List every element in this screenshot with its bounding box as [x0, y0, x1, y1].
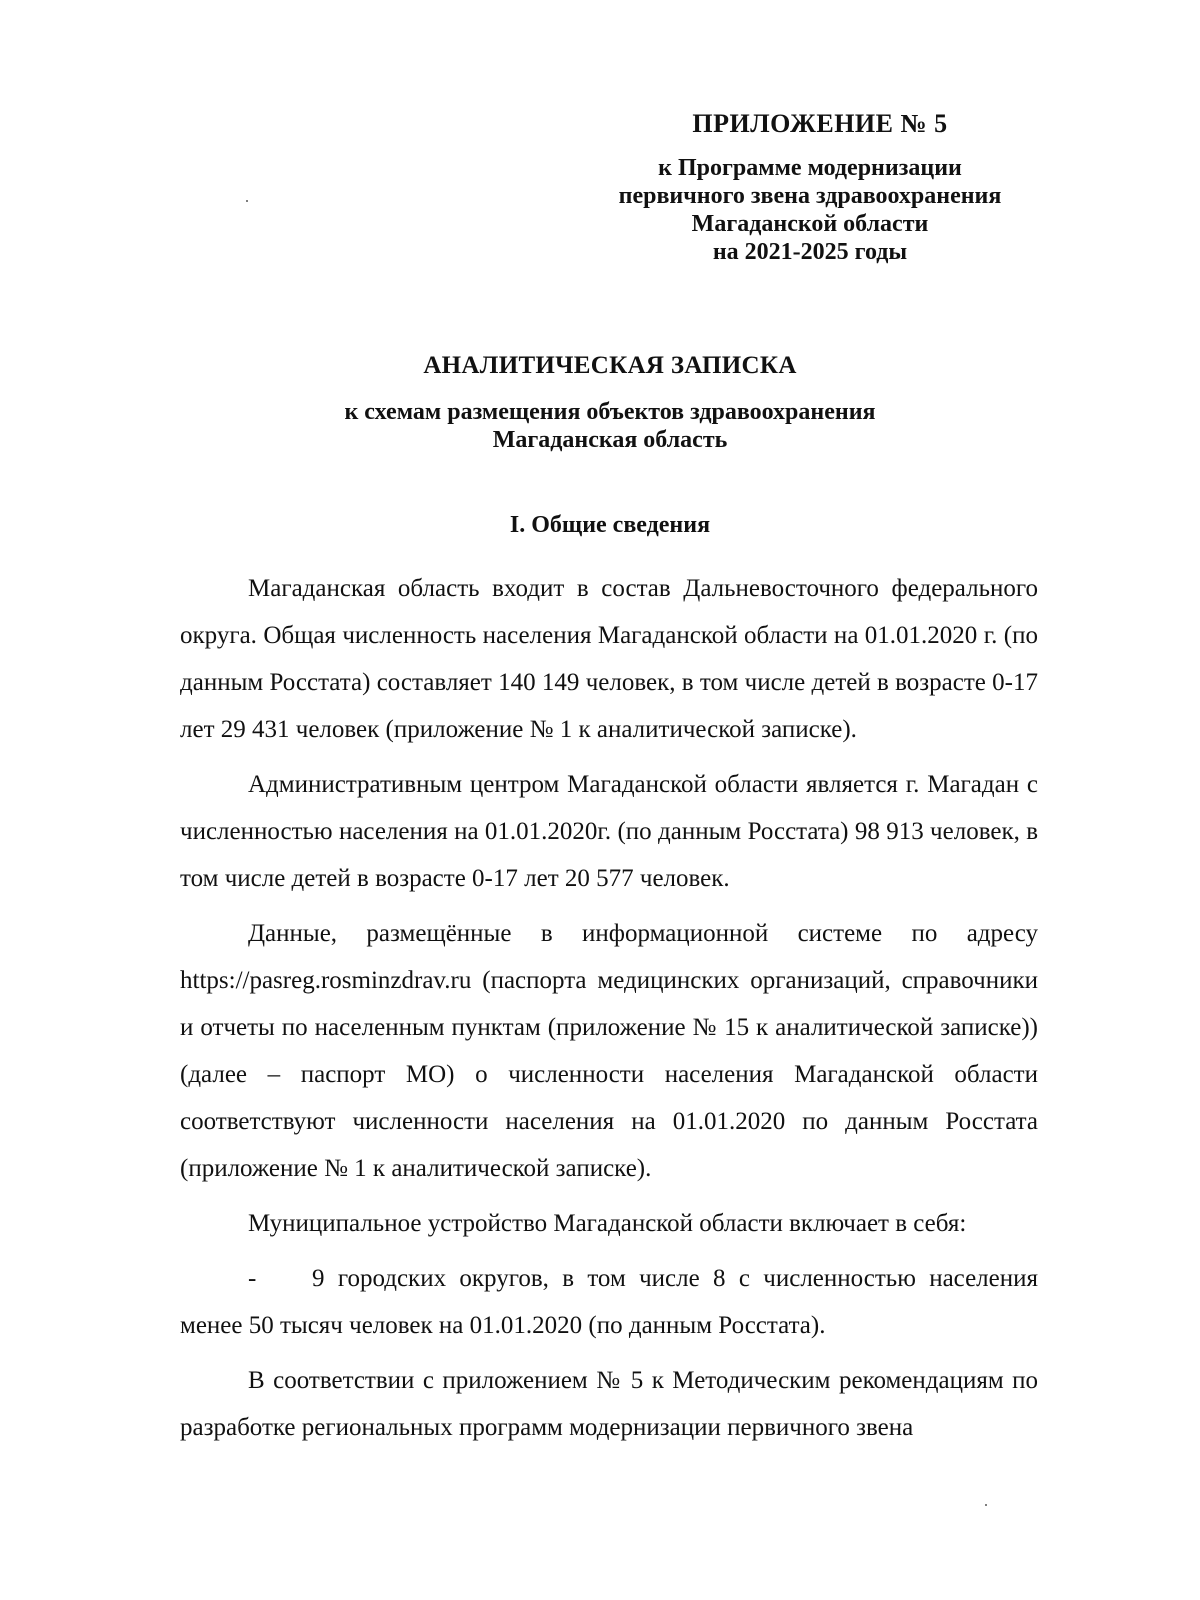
appendix-line-program: к Программе модернизации — [658, 155, 962, 181]
list-dash: - — [248, 1265, 257, 1292]
scan-speck — [246, 200, 248, 202]
appendix-header — [580, 108, 1040, 266]
scan-speck — [985, 1504, 987, 1506]
paragraph-population: Магаданская область входит в состав Дальневосточного федерального округа. Общая численность населения Магаданской области на 01.01.2020 г. (по данным Росстата) составляет 140 149 человек, в том числе детей в возрасте 0-17 лет 29 431 человек (приложение № 1 к аналитической записке). — [180, 575, 1038, 743]
paragraph-municipal-structure: Муниципальное устройство Магаданской области включает в себя: — [248, 1210, 967, 1237]
list-item-city-districts — [180, 1255, 1038, 1349]
subtitle-line-schemes: к схемам размещения объектов здравоохранения — [344, 399, 876, 425]
appendix-line-region: Магаданской области — [691, 211, 929, 237]
paragraph-methodical-recommendations: В соответствии с приложением № 5 к Методическим рекомендациям по разработке региональных программ модернизации первичного звена — [180, 1367, 1038, 1441]
section-title: I. Общие сведения — [509, 512, 711, 538]
paragraph-admin-center: Административным центром Магаданской области является г. Магадан с численностью населения на 01.01.2020г. (по данным Росстата) 98 913 человек, в том числе детей в возрасте 0-17 лет 20 577 человек. — [180, 771, 1038, 892]
subtitle-line-region: Магаданская область — [492, 427, 728, 453]
paragraph-passport-data: Данные, размещённые в информационной системе по адресу https://pasreg.rosminzdrav.ru (паспорта медицинских организаций, справочники и отчеты по населенным пунктам (приложение № 15 к аналитической записке)) (далее – паспорт МО) о численности населения Магаданской области соответствуют численности населения на 01.01.2020 по данным Росстата (приложение № 1 к аналитической записке). — [180, 920, 1038, 1182]
document-title: АНАЛИТИЧЕСКАЯ ЗАПИСКА — [423, 352, 797, 379]
appendix-line-primary-care: первичного звена здравоохранения — [618, 183, 1002, 209]
appendix-title: ПРИЛОЖЕНИЕ № 5 — [692, 109, 948, 138]
document-body — [180, 565, 1038, 1459]
appendix-line-years: на 2021-2025 годы — [712, 239, 908, 265]
document-subtitle — [180, 398, 1040, 454]
list-item-text: 9 городских округов, в том числе 8 с численностью населения менее 50 тысяч человек на 01.01.2020 (по данным Росстата). — [180, 1265, 1038, 1339]
